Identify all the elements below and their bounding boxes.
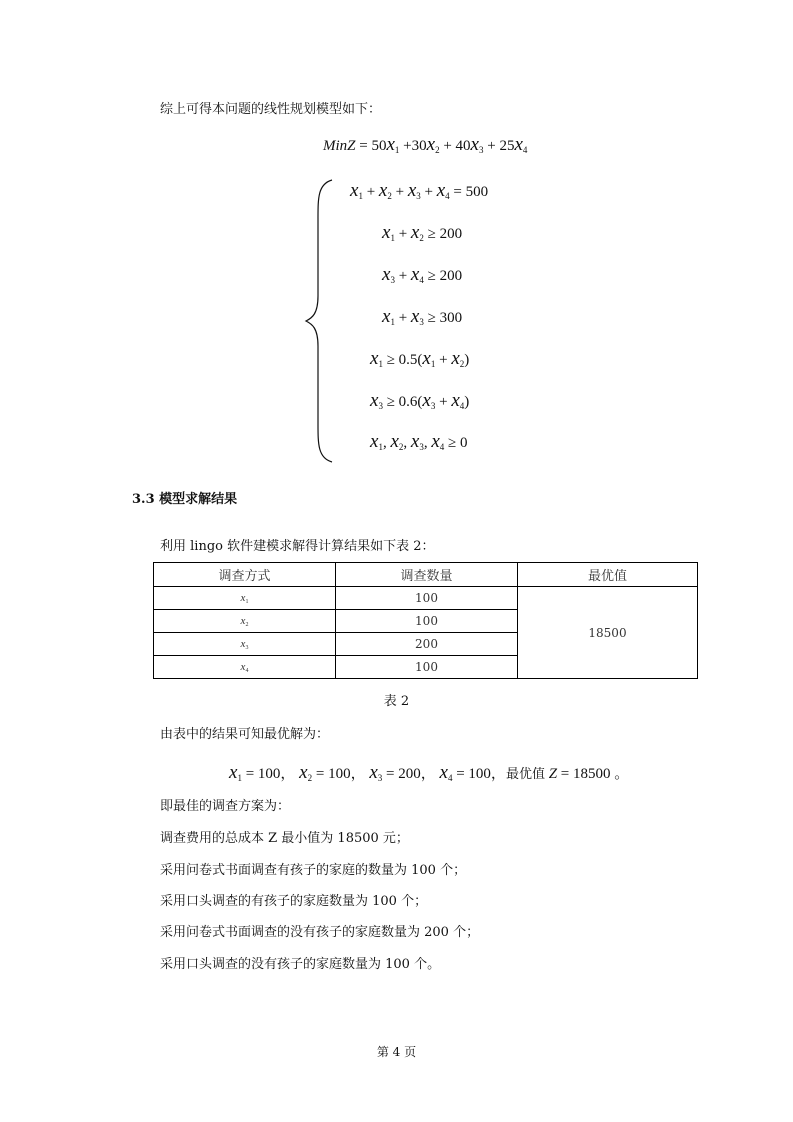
header-optimum: 最优值 <box>518 563 698 587</box>
summary-line: 采用口头调查的没有孩子的家庭数量为 100 个。 <box>160 957 441 972</box>
coef-3: 40 <box>455 138 471 154</box>
constraint-5: $x_1 \ge 0.5(x_1 + x_2)$ <box>370 348 470 369</box>
summary-line: 调查费用的总成本 Z 最小值为 18500 元； <box>160 831 409 846</box>
summary-line: 采用口头调查的有孩子的家庭数量为 100 个； <box>160 894 428 909</box>
variable-cell: $x_4$ <box>154 656 336 679</box>
objective-prefix: MinZ <box>323 138 356 154</box>
table-caption: 表 2 <box>383 694 410 709</box>
constraint-3: $x_3 + x_4 \ge 200$ <box>382 264 463 285</box>
page-number: 第 4 页 <box>376 1045 417 1059</box>
header-method: 调查方式 <box>154 563 336 587</box>
variable-cell: $x_3$ <box>154 633 336 656</box>
objective-function: MinZ = $50x_1 +30x_2 + 40x_3 + 25x_4$ <box>323 134 528 155</box>
table-header-row <box>154 563 698 587</box>
header-quantity: 调查数量 <box>336 563 518 587</box>
coef-2: 30 <box>411 138 427 154</box>
solution-line: $x_1 = 100$， $x_2 = 100$， $x_3 = 200$， $x_4 = 100$，最优值 Z = 18500 。 <box>229 762 630 783</box>
intro-text: 综上可得本问题的线性规划模型如下： <box>160 102 382 117</box>
constraint-4: $x_1 + x_3 \ge 300$ <box>382 306 463 327</box>
quantity-cell: 200 <box>336 633 518 656</box>
conclusion-intro: 由表中的结果可知最优解为： <box>160 727 330 742</box>
quantity-cell: 100 <box>336 610 518 633</box>
summary-line: 即最佳的调查方案为： <box>160 799 291 814</box>
table-row <box>154 587 698 610</box>
variable-cell: $x_2$ <box>154 610 336 633</box>
summary-line: 采用问卷式书面调查的没有孩子的家庭数量为 200 个； <box>160 925 480 940</box>
quantity-cell: 100 <box>336 587 518 610</box>
coef-1: 50 <box>371 138 387 154</box>
section-heading: 3.3 模型求解结果 <box>132 492 238 507</box>
constraint-1: $x_1 + x_2 + x_3 + x_4 = 500$ <box>350 180 489 201</box>
results-table <box>153 562 698 679</box>
table-intro: 利用 lingo 软件建模求解得计算结果如下表 2： <box>160 539 435 554</box>
constraint-7: $x_1$, $x_2$, $x_3$, $x_4 \ge 0$ <box>370 431 468 452</box>
quantity-cell: 100 <box>336 656 518 679</box>
summary-line: 采用问卷式书面调查有孩子的家庭的数量为 100 个； <box>160 863 467 878</box>
optimum-cell: 18500 <box>518 587 698 679</box>
constraint-6: $x_3 \ge 0.6(x_3 + x_4)$ <box>370 390 470 411</box>
constraint-brace <box>302 178 338 464</box>
coef-4: 25 <box>499 138 515 154</box>
variable-cell: $x_1$ <box>154 587 336 610</box>
constraint-2: $x_1 + x_2 \ge 200$ <box>382 222 463 243</box>
